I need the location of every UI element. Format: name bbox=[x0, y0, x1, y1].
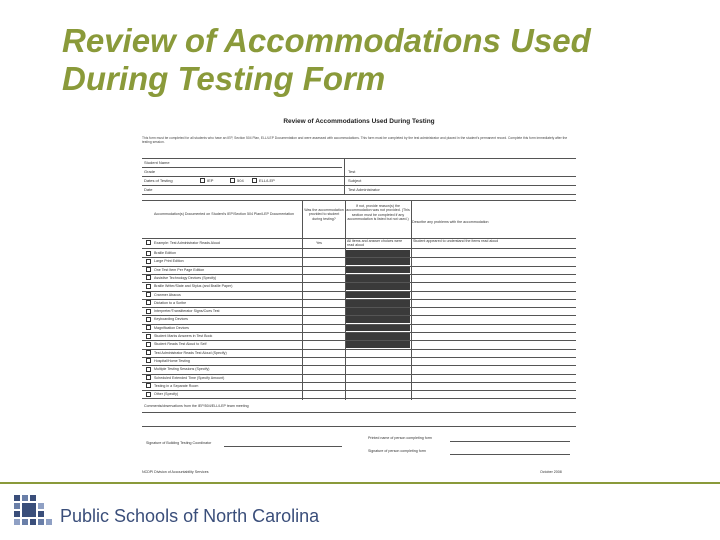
row-rule bbox=[142, 349, 576, 350]
accommodation-checkbox[interactable] bbox=[146, 259, 151, 264]
accommodation-label: Scheduled Extended Time (Specify Amount) bbox=[154, 375, 225, 380]
rule bbox=[411, 200, 412, 400]
shaded-cell bbox=[346, 267, 410, 274]
sig-person-label: Printed name of person completing form bbox=[368, 436, 432, 440]
form-footer-right: October 2008 bbox=[540, 470, 562, 474]
shaded-cell bbox=[346, 300, 410, 307]
accommodation-checkbox[interactable] bbox=[146, 300, 151, 305]
accommodation-checkbox[interactable] bbox=[146, 383, 151, 388]
accommodation-label: Braille Writer/Slate and Stylus (and Braille Paper) bbox=[154, 284, 233, 289]
rule bbox=[142, 248, 576, 249]
accommodation-label: Testing in a Separate Room bbox=[154, 383, 199, 388]
accommodation-label: Other (Specify) bbox=[154, 392, 179, 397]
accommodation-checkbox[interactable] bbox=[146, 317, 151, 322]
accommodation-checkbox[interactable] bbox=[146, 392, 151, 397]
accommodation-label: Interpreter/Transliterator Signs/Cues Test bbox=[154, 309, 220, 314]
form-document-image bbox=[140, 112, 578, 486]
rule bbox=[302, 200, 303, 400]
accommodation-label: Cranmer Abacus bbox=[154, 292, 181, 297]
shaded-cell bbox=[346, 258, 410, 265]
ell-checkbox[interactable] bbox=[252, 178, 257, 183]
form-intro: This form must be completed for all students who have an IEP, Section 504 Plan, ELL/LEP Documentation and were assessed with accommodations. This form must be completed by the test administrator and placed in the student's permanent record. Complete this form immediately after the testing session. bbox=[142, 136, 568, 145]
rule bbox=[142, 158, 576, 159]
accommodation-label: Hospital/Home Testing bbox=[154, 358, 190, 363]
accommodation-label: Braille Edition bbox=[154, 251, 176, 255]
example-desc: Student appeared to understand the items read aloud bbox=[413, 239, 499, 243]
rule bbox=[142, 194, 576, 195]
slide-title bbox=[62, 22, 702, 98]
accommodation-checkbox[interactable] bbox=[146, 267, 151, 272]
shaded-cell bbox=[346, 308, 410, 315]
rule bbox=[142, 426, 576, 427]
accommodation-label: Test Administrator Reads Test Aloud (Specify) bbox=[154, 350, 227, 355]
accommodation-label: Dictation to a Scribe bbox=[154, 300, 187, 305]
accommodation-label: Keyboarding Devices bbox=[154, 317, 188, 322]
field-date: Date bbox=[144, 187, 153, 192]
comments-label: Comments/observations from the IEP/504/ELL/LEP team meeting bbox=[144, 404, 249, 408]
accommodation-checkbox[interactable] bbox=[146, 342, 151, 347]
rule bbox=[344, 158, 345, 194]
accommodation-label: Assistive Technology Devices (Specify) bbox=[154, 275, 217, 280]
shaded-cell bbox=[346, 341, 410, 348]
header-col3: If not, provide reason(s) the accommodation was not provided. (This section must be completed if any accommodation is listed but not used.) bbox=[346, 204, 410, 221]
accommodation-checkbox[interactable] bbox=[146, 367, 151, 372]
field-dates: Dates of Testing bbox=[144, 178, 173, 183]
accommodation-label: Student Marks Answers in Test Book bbox=[154, 334, 213, 338]
accommodation-checkbox[interactable] bbox=[146, 292, 151, 297]
option-ell: ELL/LEP bbox=[259, 178, 275, 183]
accommodation-checkbox[interactable] bbox=[146, 375, 151, 380]
rule bbox=[142, 412, 576, 413]
sig-person2-label: Signature of person completing form bbox=[368, 449, 426, 453]
footer-rule bbox=[0, 482, 720, 484]
504-checkbox[interactable] bbox=[230, 178, 235, 183]
accommodation-checkbox[interactable] bbox=[146, 275, 151, 280]
field-test: Test bbox=[348, 169, 356, 174]
rule bbox=[142, 185, 576, 186]
example-checkbox[interactable] bbox=[146, 240, 151, 245]
rule bbox=[224, 446, 342, 447]
rule bbox=[142, 167, 342, 168]
field-student-name: Student Name bbox=[144, 160, 170, 165]
accommodation-label: Large Print Edition bbox=[154, 259, 184, 264]
form-title: Review of Accommodations Used During Testing bbox=[283, 118, 435, 125]
accommodation-label: One Test Item Per Page Edition bbox=[154, 267, 205, 272]
option-504: 504 bbox=[237, 178, 244, 183]
field-grade: Grade bbox=[144, 169, 156, 174]
field-test-admin: Test Administrator bbox=[348, 187, 380, 192]
header-col4: Describe any problems with the accommodation bbox=[412, 220, 489, 224]
accommodation-checkbox[interactable] bbox=[146, 325, 151, 330]
accommodation-label: Multiple Testing Sessions (Specify) bbox=[154, 367, 210, 372]
shaded-cell bbox=[346, 275, 410, 282]
shaded-cell bbox=[346, 333, 410, 340]
rule bbox=[142, 176, 576, 177]
header-col1: Accommodation(s) Documented on Student's IEP/Section 504 Plan/LEP Documentation bbox=[153, 212, 295, 216]
slide-title-line1: Review of Accommodations Used bbox=[62, 22, 591, 59]
accommodation-checkbox[interactable] bbox=[146, 309, 151, 314]
iep-checkbox[interactable] bbox=[200, 178, 205, 183]
shaded-cell bbox=[346, 250, 410, 257]
nc-schools-logo-icon bbox=[10, 493, 54, 533]
accommodation-label: Magnification Devices bbox=[154, 325, 189, 330]
slide-title-line2: During Testing Form bbox=[62, 60, 386, 97]
accommodation-label: Student Reads Test Aloud to Self bbox=[154, 342, 207, 347]
shaded-cell bbox=[346, 283, 410, 290]
example-reason: All items and answer choices were read aloud bbox=[347, 239, 403, 247]
form-footer-left: NCDPI Division of Accountability Services bbox=[142, 470, 209, 474]
sig-admin-label: Signature of Building Testing Coordinator bbox=[146, 441, 212, 445]
accommodation-checkbox[interactable] bbox=[146, 358, 151, 363]
rule bbox=[450, 441, 570, 442]
row-rule bbox=[142, 374, 576, 375]
rule bbox=[142, 200, 576, 201]
accommodation-checkbox[interactable] bbox=[146, 350, 151, 355]
shaded-cell bbox=[346, 292, 410, 299]
row-rule bbox=[142, 398, 576, 399]
accommodation-checkbox[interactable] bbox=[146, 334, 151, 339]
accommodation-checkbox[interactable] bbox=[146, 284, 151, 289]
row-rule bbox=[142, 382, 576, 383]
example-answer: Yes bbox=[316, 241, 322, 245]
example-label: Example: Test Administrator Reads Aloud bbox=[154, 241, 220, 245]
rule bbox=[450, 454, 570, 455]
org-name: Public Schools of North Carolina bbox=[60, 506, 320, 526]
shaded-cell bbox=[346, 316, 410, 323]
row-rule bbox=[142, 390, 576, 391]
row-rule bbox=[142, 357, 576, 358]
shaded-cell bbox=[346, 325, 410, 332]
field-subject: Subject bbox=[348, 178, 362, 183]
option-iep: IEP bbox=[207, 178, 214, 183]
header-col2: Was the accommodation provided to student during testing? bbox=[304, 208, 344, 221]
accommodation-checkbox[interactable] bbox=[146, 251, 151, 256]
row-rule bbox=[142, 365, 576, 366]
